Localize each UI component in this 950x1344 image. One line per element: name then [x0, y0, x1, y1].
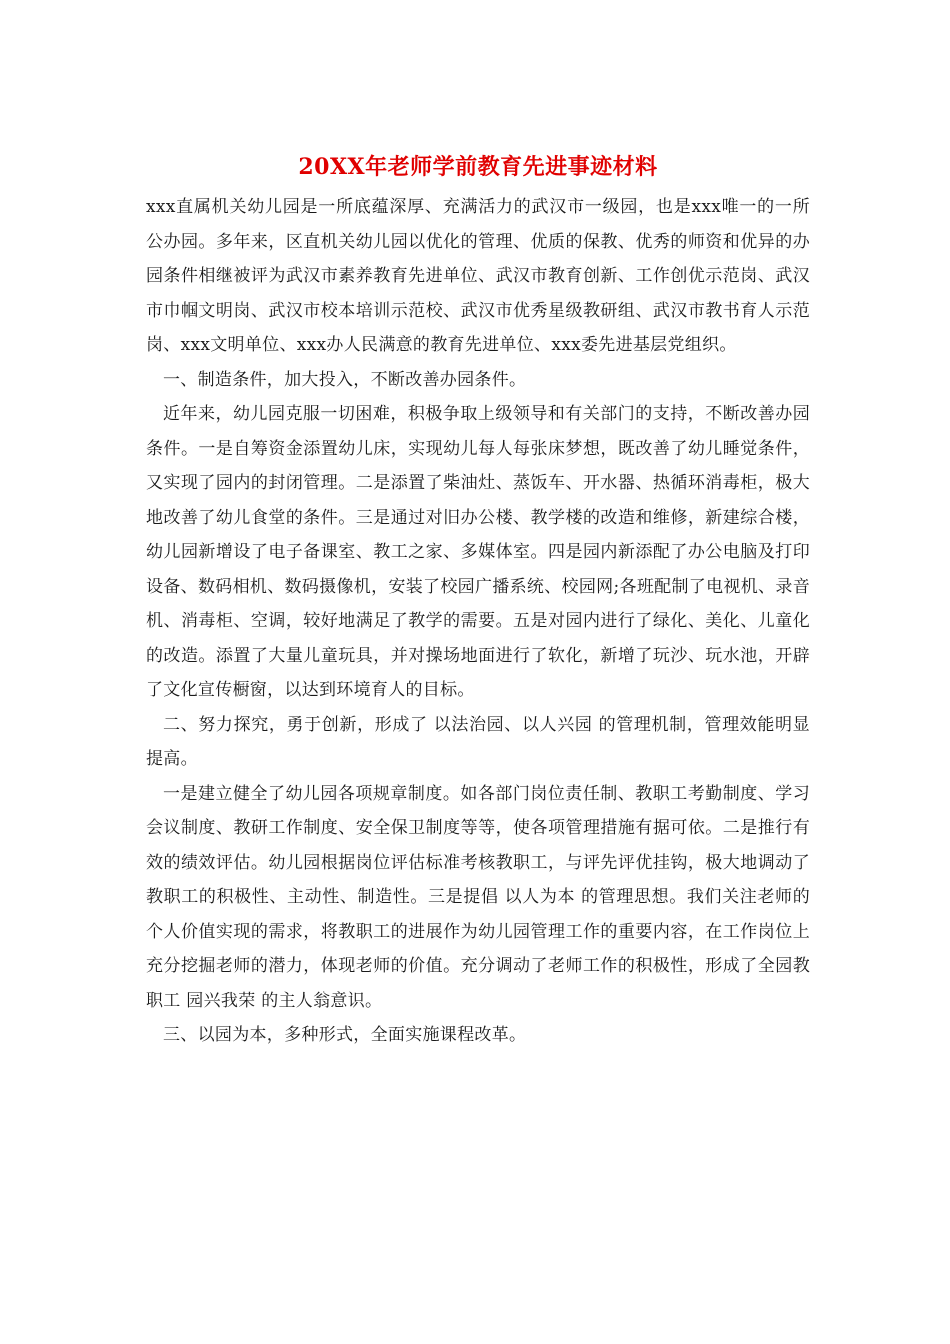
document-page — [146, 150, 810, 1053]
section-heading-1: 一、制造条件，加大投入，不断改善办园条件。 — [163, 369, 527, 390]
document-title: 20XX年老师学前教育先进事迹材料 — [298, 154, 658, 180]
section-body-1: 近年来，幼儿园克服一切困难，积极争取上级领导和有关部门的支持，不断改善办园条件。一是自筹资金添置幼儿床，实现幼儿每人每张床梦想，既改善了幼儿睡觉条件，又实现了园内的封闭管理。二是添置了柴油灶、蒸饭车、开水器、热循环消毒柜，极大地改善了幼儿食堂的条件。三是通过对旧办公楼、教学楼的改造和维修，新建综合楼，幼儿园新增设了电子备课室、教工之家、多媒体室。四是园内新添配了办公电脑及打印设备、数码相机、数码摄像机，安装了校园广播系统、校园网;各班配制了电视机、录音机、消毒柜、空调，较好地满足了教学的需要。五是对园内进行了绿化、美化、儿童化的改造。添置了大量儿童玩具，并对操场地面进行了软化，新增了玩沙、玩水池，开辟了文化宣传橱窗，以达到环境育人的目标。 — [146, 404, 810, 700]
intro-paragraph: xxx直属机关幼儿园是一所底蕴深厚、充满活力的武汉市一级园，也是xxx唯一的一所公办园。多年来，区直机关幼儿园以优化的管理、优质的保教、优秀的师资和优异的办园条件相继被评为武汉市素养教育先进单位、武汉市教育创新、工作创优示范岗、武汉市巾帼文明岗、武汉市校本培训示范校、武汉市优秀星级教研组、武汉市教书育人示范岗、xxx文明单位、xxx办人民满意的教育先进单位、xxx委先进基层党组织。 — [146, 197, 810, 355]
section-heading-3: 三、以园为本，多种形式，全面实施课程改革。 — [163, 1025, 527, 1045]
section-body-2: 一是建立健全了幼儿园各项规章制度。如各部门岗位责任制、教职工考勤制度、学习会议制度、教研工作制度、安全保卫制度等等，使各项管理措施有据可依。二是推行有效的绩效评估。幼儿园根据岗位评估标准考核教职工，与评先评优挂钩，极大地调动了教职工的积极性、主动性、制造性。三是提倡 以人为本 的管理思想。我们关注老师的个人价值实现的需求，将教职工的进展作为幼儿园管理工作的重要内容，在工作岗位上充分挖掘老师的潜力，体现老师的价值。充分调动了老师工作的积极性，形成了全园教职工 园兴我荣 的主人翁意识。 — [146, 783, 810, 1011]
section-heading-2: 二、努力探究，勇于创新，形成了 以法治园、以人兴园 的管理机制，管理效能明显提高。 — [146, 714, 810, 769]
